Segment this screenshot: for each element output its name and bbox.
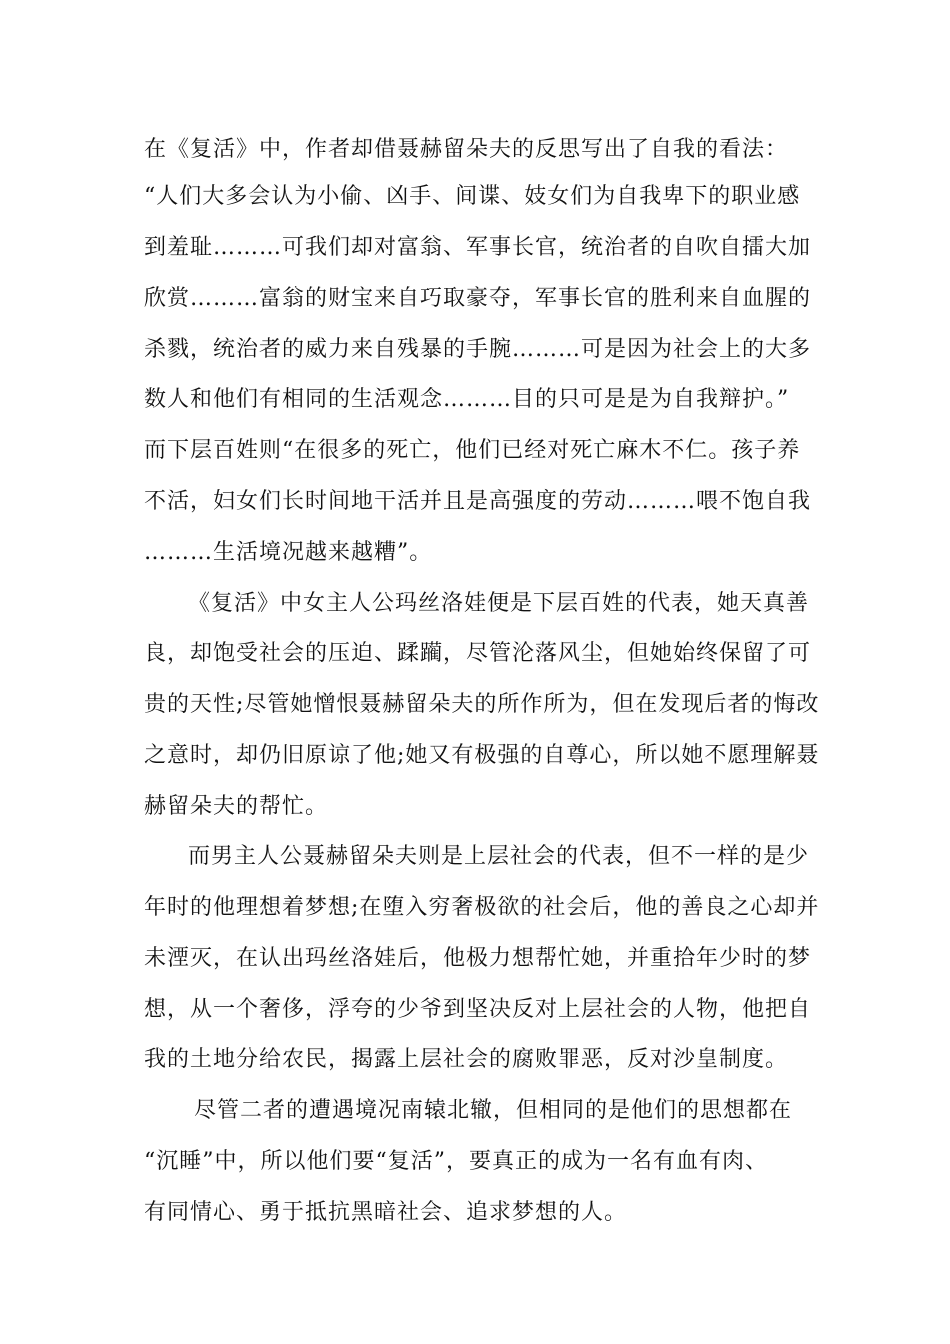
text-line: 贵的天性;尽管她憎恨聂赫留朵夫的所作所为，但在发现后者的悔改: [144, 692, 820, 717]
text-line: 未湮灭，在认出玛丝洛娃后，他极力想帮忙她，并重拾年少时的梦: [144, 946, 812, 971]
paragraph-start-line: 《复活》中女主人公玛丝洛娃便是下层百姓的代表，她天真善: [188, 591, 810, 616]
text-line: 数人和他们有相同的生活观念………目的只可是是为自我辩护。”: [144, 387, 790, 412]
text-line: 有同情心、勇于抵抗黑暗社会、追求梦想的人。: [144, 1200, 628, 1225]
text-line: 在《复活》中，作者却借聂赫留朵夫的反思写出了自我的看法：: [144, 137, 789, 162]
text-line: “沉睡”中，所以他们要“复活”，要真正的成为一名有血有肉、: [144, 1149, 768, 1174]
paragraph-start-line: 尽管二者的遭遇境况南辕北辙，但相同的是他们的思想都在: [194, 1098, 793, 1123]
text-line: “人们大多会认为小偷、凶手、间谍、妓女们为自我卑下的职业感: [144, 184, 801, 209]
text-line: 不活，妇女们长时间地干活并且是高强度的劳动………喂不饱自我: [144, 489, 812, 514]
text-line: 我的土地分给农民，揭露上层社会的腐败罪恶，反对沙皇制度。: [144, 1047, 789, 1072]
text-line: 欣赏………富翁的财宝来自巧取豪夺，军事长官的胜利来自血腥的: [144, 286, 812, 311]
text-line: ………生活境况越来越糟”。: [144, 540, 433, 565]
text-line: 而下层百姓则“在很多的死亡，他们已经对死亡麻木不仁。孩子养: [144, 438, 801, 463]
text-line: 良，却饱受社会的压迫、蹂躏，尽管沦落风尘，但她始终保留了可: [144, 641, 812, 666]
text-line: 赫留朵夫的帮忙。: [144, 794, 329, 819]
text-line: 想，从一个奢侈，浮夸的少爷到坚决反对上层社会的人物，他把自: [144, 997, 812, 1022]
text-line: 杀戮，统治者的威力来自残暴的手腕………可是因为社会上的大多: [144, 337, 812, 362]
text-line: 年时的他理想着梦想;在堕入穷奢极欲的社会后，他的善良之心却并: [144, 895, 820, 920]
paragraph-start-line: 而男主人公聂赫留朵夫则是上层社会的代表，但不一样的是少: [188, 844, 810, 869]
text-line: 之意时，却仍旧原谅了他;她又有极强的自尊心，所以她不愿理解聂: [144, 743, 820, 768]
text-line: 到羞耻………可我们却对富翁、军事长官，统治者的自吹自擂大加: [144, 235, 812, 260]
